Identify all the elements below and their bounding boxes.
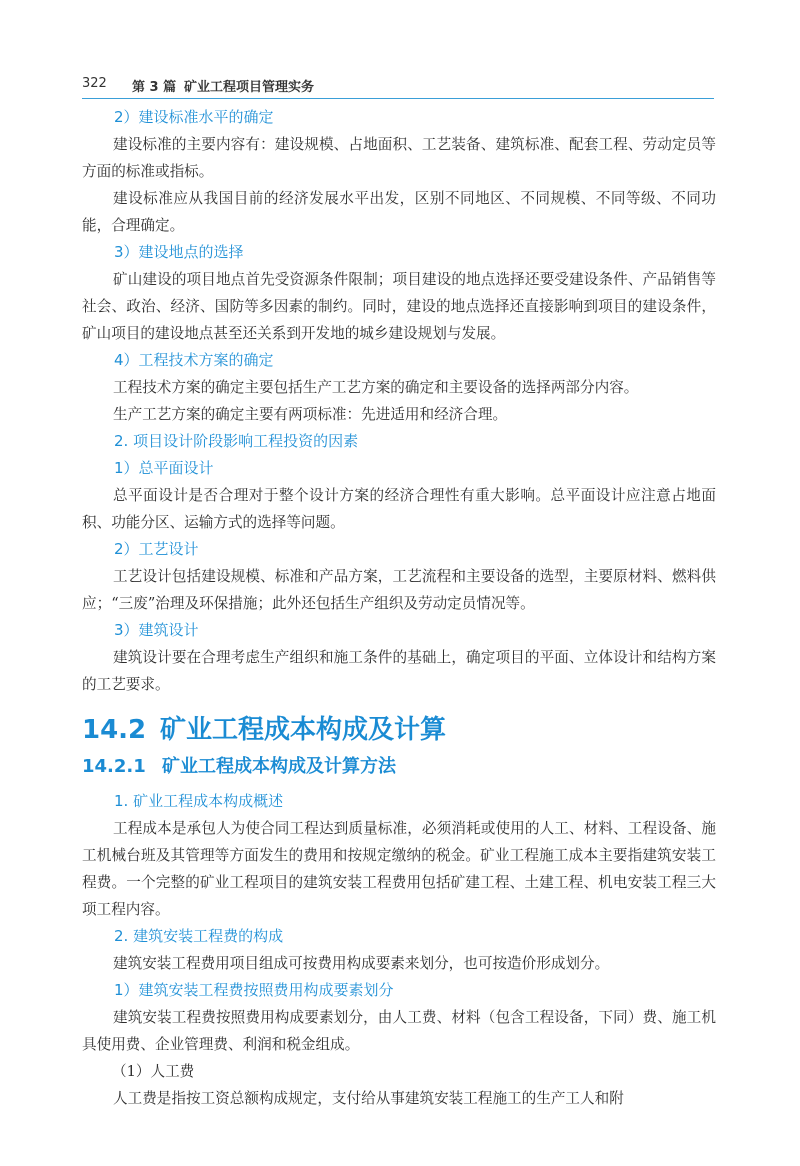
subsection-number: 14.2.1 (82, 756, 146, 777)
paragraph: 建设标准的主要内容有：建设规模、占地面积、工艺装备、建筑标准、配套工程、劳动定员等方面的标准或指标。 (82, 136, 716, 180)
page-number: 322 (82, 76, 107, 91)
paragraph: 矿山建设的项目地点首先受资源条件限制；项目建设的地点选择还要受建设条件、产品销售等社会、政治、经济、国防等多因素的制约。同时，建设的地点选择还直接影响到项目的建设条件，矿山项目的建设地点甚至还关系到开发地的城乡建设规划与发展。 (82, 271, 716, 342)
chapter-label: 第 3 篇 (132, 80, 177, 95)
heading-technical-scheme: 4）工程技术方案的确定 (114, 351, 274, 369)
heading-construction-standard: 2）建设标准水平的确定 (114, 108, 274, 126)
paragraph: 人工费是指按工资总额构成规定，支付给从事建筑安装工程施工的生产工人和附 (113, 1090, 624, 1107)
paragraph: 工程成本是承包人为使合同工程达到质量标准，必须消耗或使用的人工、材料、工程设备、施工机械台班及其管理等方面发生的费用和按规定缴纳的税金。矿业工程施工成本主要指建筑安装工程费。一个完整的矿业工程项目的建筑安装工程费用包括矿建工程、土建工程、机电安装工程三大项工程内容。 (82, 820, 716, 918)
page-body (82, 104, 716, 1112)
heading-general-layout: 1）总平面设计 (114, 459, 214, 477)
paragraph: 建设标准应从我国目前的经济发展水平出发，区别不同地区、不同规模、不同等级、不同功能，合理确定。 (82, 190, 716, 234)
section-number: 14.2 (82, 715, 147, 745)
heading-cost-elements: 1）建筑安装工程费按照费用构成要素划分 (114, 981, 394, 999)
item-labor-cost: （1）人工费 (112, 1063, 195, 1080)
paragraph: 总平面设计是否合理对于整个设计方案的经济合理性有重大影响。总平面设计应注意占地面积、功能分区、运输方式的选择等问题。 (82, 487, 716, 531)
heading-cost-composition: 2. 建筑安装工程费的构成 (114, 927, 284, 945)
heading-cost-overview: 1. 矿业工程成本构成概述 (114, 792, 284, 810)
paragraph: 建筑安装工程费用项目组成可按费用构成要素来划分，也可按造价形成划分。 (113, 955, 610, 972)
section-title: 矿业工程成本构成及计算 (160, 715, 447, 745)
running-title: 矿业工程项目管理实务 (184, 80, 315, 95)
paragraph: 生产工艺方案的确定主要有两项标准：先进适用和经济合理。 (113, 406, 508, 423)
page-header (82, 70, 714, 99)
paragraph: 建筑安装工程费按照费用构成要素划分，由人工费、材料（包含工程设备，下同）费、施工机具使用费、企业管理费、利润和税金组成。 (82, 1009, 716, 1053)
subsection-title: 矿业工程成本构成及计算方法 (162, 756, 396, 777)
paragraph: 工程技术方案的确定主要包括生产工艺方案的确定和主要设备的选择两部分内容。 (113, 379, 639, 396)
heading-process-design: 2）工艺设计 (114, 540, 199, 558)
heading-site-selection: 3）建设地点的选择 (114, 243, 244, 261)
heading-architectural-design: 3）建筑设计 (114, 621, 199, 639)
heading-design-factors: 2. 项目设计阶段影响工程投资的因素 (114, 432, 359, 450)
subsection-heading (82, 752, 716, 782)
section-heading (82, 712, 716, 748)
paragraph: 工艺设计包括建设规模、标准和产品方案，工艺流程和主要设备的选型，主要原材料、燃料供应；“三废”治理及环保措施；此外还包括生产组织及劳动定员情况等。 (82, 568, 716, 612)
paragraph: 建筑设计要在合理考虑生产组织和施工条件的基础上，确定项目的平面、立体设计和结构方案的工艺要求。 (82, 649, 716, 693)
